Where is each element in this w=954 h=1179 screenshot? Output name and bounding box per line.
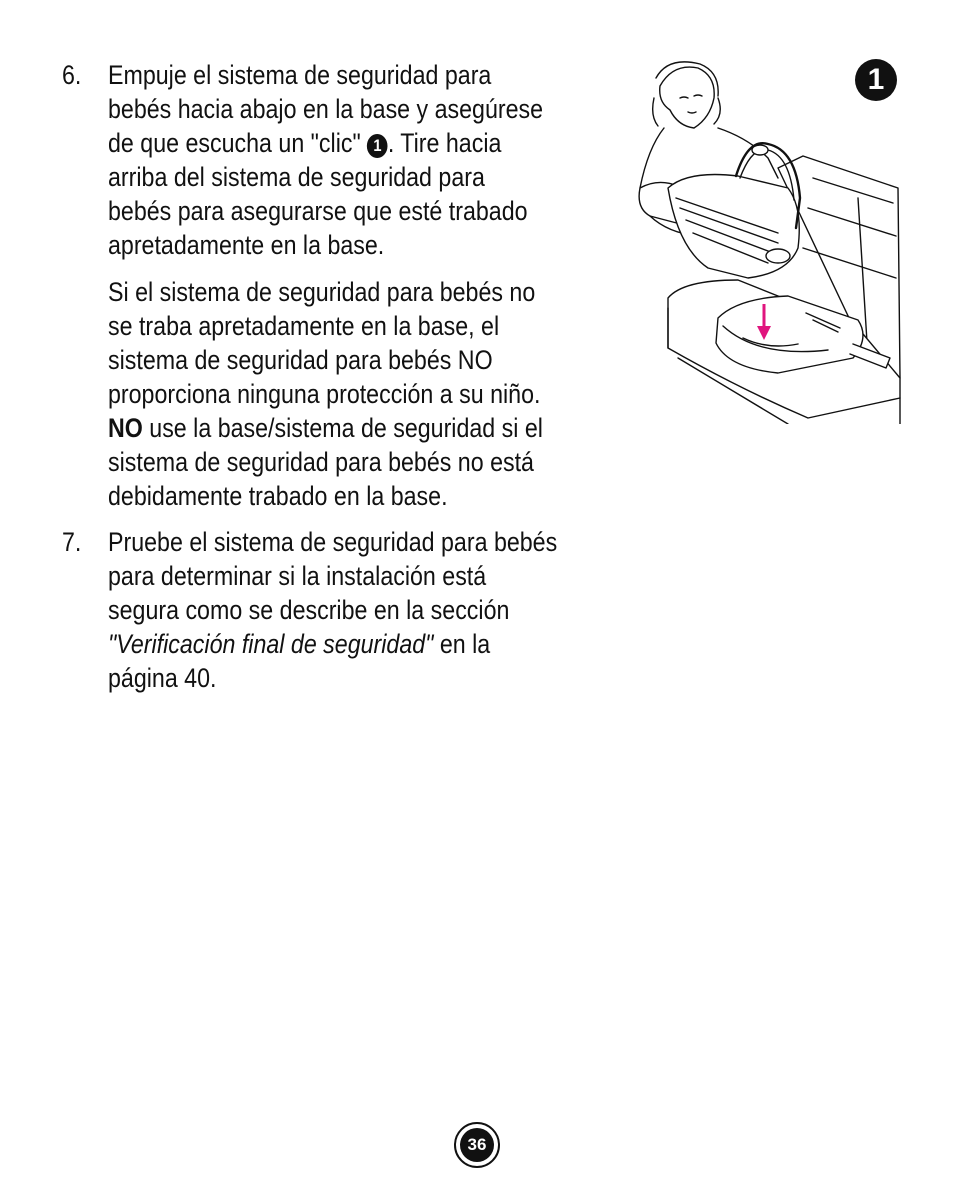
text-line: se traba apretadamente en la base, el: [108, 311, 500, 341]
text-line: Pruebe el sistema de seguridad para bebés: [108, 527, 558, 557]
text-line: bebés hacia abajo en la base y asegúrese: [108, 94, 544, 124]
text-line: [108, 411, 555, 445]
section-reference: "Verificación final de seguridad": [108, 629, 434, 659]
step-number: 7.: [62, 527, 82, 557]
text-span: en la: [433, 629, 491, 659]
text-line: [108, 126, 555, 160]
text-line: debidamente trabado en la base.: [108, 481, 448, 511]
text-line: sistema de seguridad para bebés no está: [108, 447, 534, 477]
text-line: página 40.: [108, 663, 217, 693]
callout-ref-icon: 1: [367, 134, 388, 158]
page-number-badge: [454, 1122, 500, 1168]
step-number: 6.: [62, 60, 82, 90]
text-line: arriba del sistema de seguridad para: [108, 162, 485, 192]
text-line: apretadamente en la base.: [108, 230, 385, 260]
text-line: bebés para asegurarse que esté trabado: [108, 196, 528, 226]
step-body: [108, 525, 628, 695]
text-line: sistema de seguridad para bebés NO: [108, 345, 493, 375]
text-line: segura como se describe en la sección: [108, 595, 510, 625]
warning-emphasis: NO: [108, 413, 143, 443]
step-body: [108, 58, 628, 526]
text-line: para determinar si la instalación está: [108, 561, 487, 591]
text-line: proporciona ninguna protección a su niño.: [108, 379, 541, 409]
car-seat-installation-illustration: [628, 58, 904, 424]
step-6-paragraph-1: [108, 58, 628, 262]
step-6-paragraph-2: [108, 275, 628, 513]
page-number: 36: [460, 1128, 494, 1162]
text-line: [108, 627, 555, 661]
text-span: de que escucha un "clic": [108, 128, 361, 158]
text-line: Si el sistema de seguridad para bebés no: [108, 277, 536, 307]
text-span: . Tire hacia: [387, 128, 502, 158]
text-span: use la base/sistema de seguridad si el: [142, 413, 543, 443]
text-line: Empuje el sistema de seguridad para: [108, 60, 492, 90]
figure-callout-icon: 1: [855, 59, 897, 101]
